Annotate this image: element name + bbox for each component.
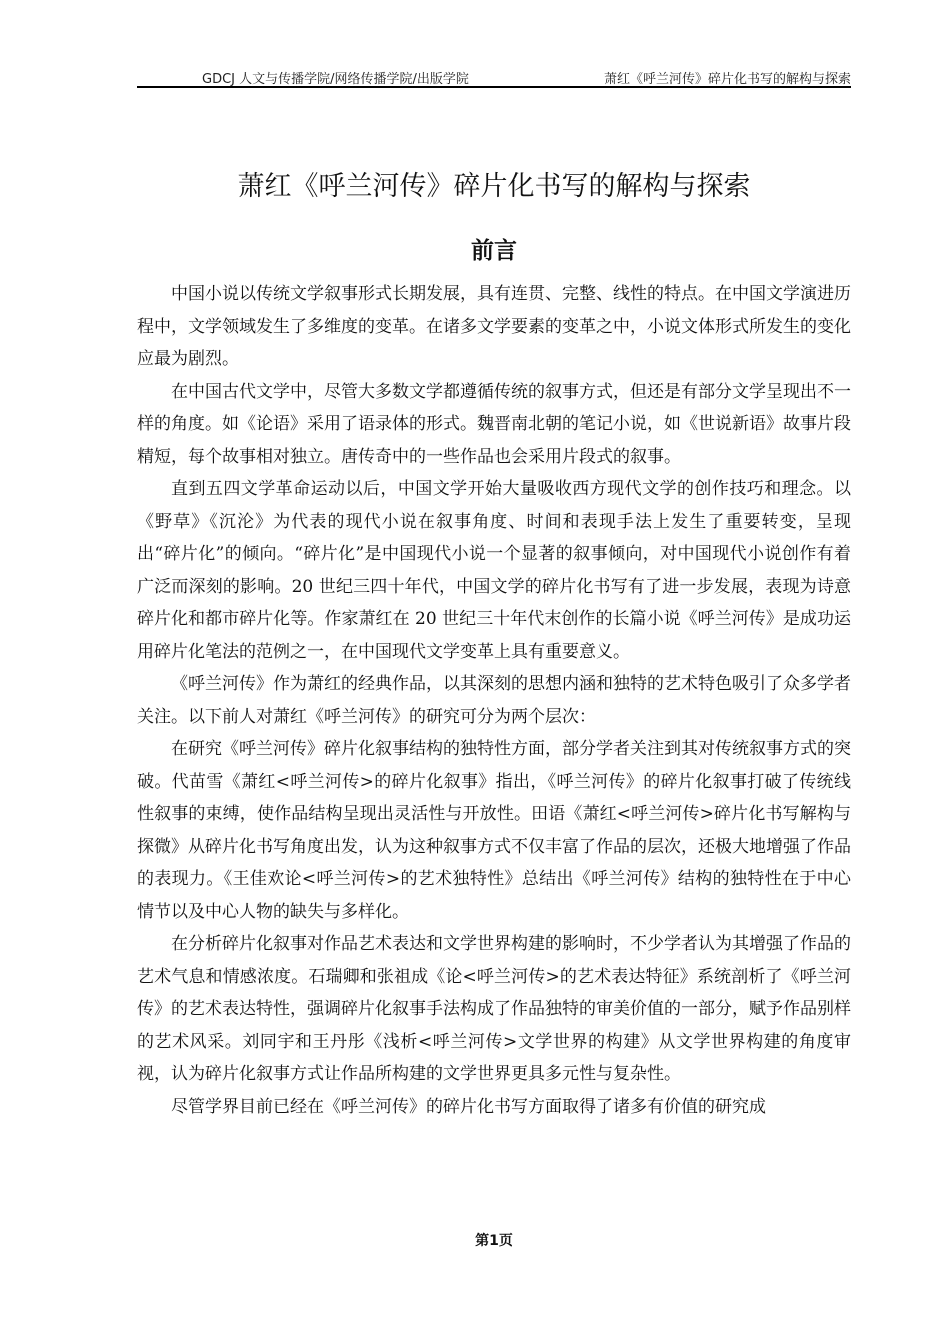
page-number: 第1页 [475,1233,513,1249]
body-text [137,278,851,1123]
paper-title: 萧红《呼兰河传》碎片化书写的解构与探索 [237,171,751,203]
paragraph: 尽管学界目前已经在《呼兰河传》的碎片化书写方面取得了诸多有价值的研究成 [171,1096,766,1117]
paragraph: 中国小说以传统文学叙事形式长期发展，具有连贯、完整、线性的特点。在中国文学演进历程中，文学领域发生了多维度的变革。在诸多文学要素的变革之中，小说文体形式所发生的变化应最为剧烈。 [137,284,851,369]
paragraph: 直到五四文学革命运动以后，中国文学开始大量吸收西方现代文学的创作技巧和理念。以《野草》《沉沦》为代表的现代小说在叙事角度、时间和表现手法上发生了重要转变，呈现出“碎片化”的倾向。“碎片化”是中国现代小说一个显著的叙事倾向，对中国现代小说创作有着广泛而深刻的影响。20 世纪三四十年代，中国文学的碎片化书写有了进一步发展，表现为诗意碎片化和都市碎片化等。作家萧红在 20 世纪三十年代末创作的长篇小说《呼兰河传》是成功运用碎片化笔法的范例之一，在中国现代文学变革上具有重要意义。 [137,479,851,662]
paragraph: 在研究《呼兰河传》碎片化叙事结构的独特性方面，部分学者关注到其对传统叙事方式的突破。代苗雪《萧红<呼兰河传>的碎片化叙事》指出，《呼兰河传》的碎片化叙事打破了传统线性叙事的束缚，使作品结构呈现出灵活性与开放性。田语《萧红<呼兰河传>碎片化书写解构与探微》从碎片化书写角度出发，认为这种叙事方式不仅丰富了作品的层次，还极大地增强了作品的表现力。《王佳欢论<呼兰河传>的艺术独特性》总结出《呼兰河传》结构的独特性在于中心情节以及中心人物的缺失与多样化。 [137,739,851,922]
paragraph: 在分析碎片化叙事对作品艺术表达和文学世界构建的影响时，不少学者认为其增强了作品的艺术气息和情感浓度。石瑞卿和张祖成《论<呼兰河传>的艺术表达特征》系统剖析了《呼兰河传》的艺术表达特性，强调碎片化叙事手法构成了作品独特的审美价值的一部分，赋予作品别样的艺术风采。刘同宇和王丹彤《浅析<呼兰河传>文学世界的构建》从文学世界构建的角度审视，认为碎片化叙事方式让作品所构建的文学世界更具多元性与复杂性。 [137,934,851,1084]
header-paper-title: 萧红《呼兰河传》碎片化书写的解构与探索 [603,72,851,87]
paragraph: 《呼兰河传》作为萧红的经典作品，以其深刻的思想内涵和独特的艺术特色吸引了众多学者关注。以下前人对萧红《呼兰河传》的研究可分为两个层次： [137,674,851,727]
paragraph: 在中国古代文学中，尽管大多数文学都遵循传统的叙事方式，但还是有部分文学呈现出不一样的角度。如《论语》采用了语录体的形式。魏晋南北朝的笔记小说，如《世说新语》故事片段精短，每个故事相对独立。唐传奇中的一些作品也会采用片段式的叙事。 [137,381,851,467]
section-title: 前言 [471,238,517,265]
header-institution: GDCJ 人文与传播学院/网络传播学院/出版学院 [202,72,469,87]
running-header [137,66,851,88]
